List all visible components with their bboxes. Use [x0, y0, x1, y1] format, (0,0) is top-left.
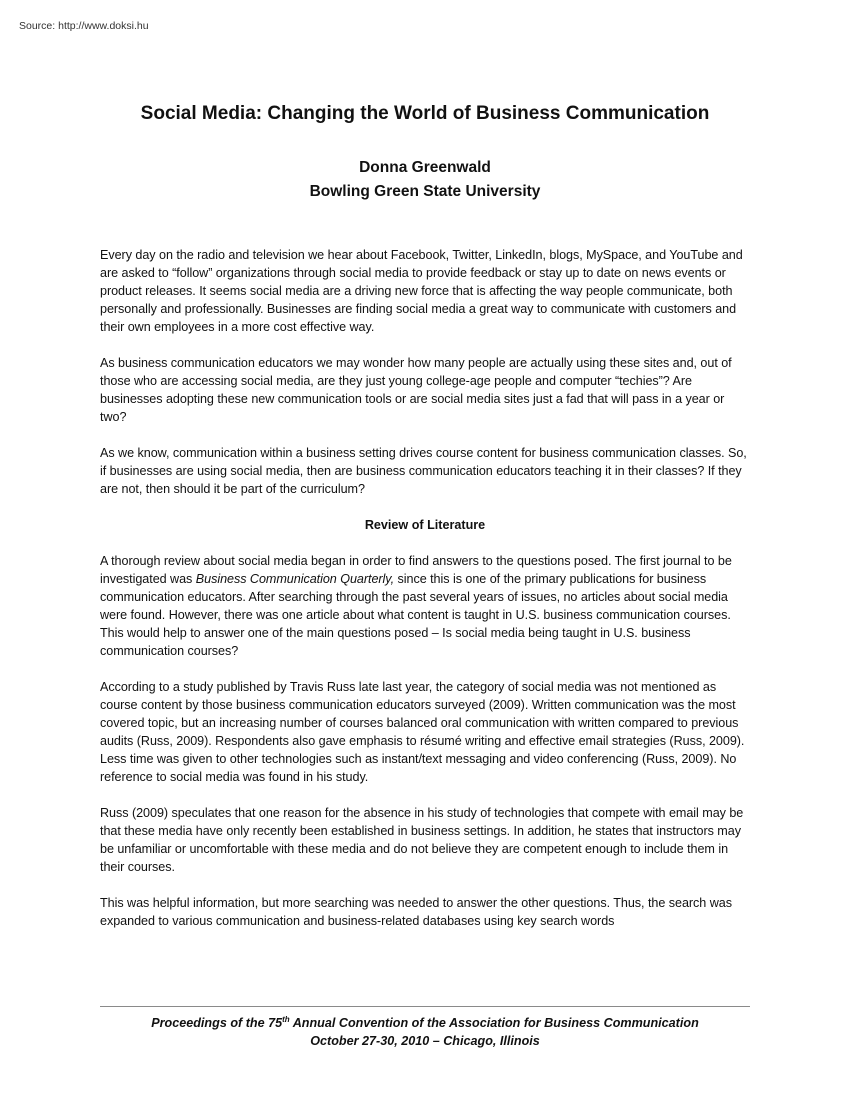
journal-title: Business Communication Quarterly, [195, 572, 395, 586]
author-block [100, 156, 750, 204]
paragraph-4 [100, 552, 750, 660]
footer-line-1 [100, 1014, 750, 1032]
footer-ordinal: th [282, 1014, 290, 1024]
paragraph-6: Russ (2009) speculates that one reason for the absence in his study of technologies that compete with email may be that these media have only recently been established in business settings. In addition, he states that instructors may be unfamiliar or uncomfortable with these media and do not believe they are competent enough to include them in their courses. [100, 806, 744, 874]
source-line: Source: http://www.doksi.hu [19, 20, 149, 32]
paragraph-4-text-a: A thorough review about social media began in order to find answers to the questions posed. The first journal to be investigated was [100, 554, 732, 586]
paragraph-7: This was helpful information, but more searching was needed to answer the other questions. Thus, the search was expanded to various communication and business-related databases using key search words [100, 896, 732, 928]
footer-line-1-post: Annual Convention of the Association for Business Communication [289, 1016, 699, 1030]
paragraph-4-text-b: since this is one of the primary publications for business communication educators. After searching through the past several years of issues, no articles about social media were found. However, there was one article about what content is taught in U.S. business communication courses. This would help to answer one of the main questions posed – Is social media being taught in U.S. business communication courses? [100, 572, 731, 658]
paragraph-2: As business communication educators we may wonder how many people are actually using these sites and, out of those who are accessing social media, are they just young college-age people and computer “techies”? Are businesses adopting these new communication tools or are social media sites just a fad that will pass in a year or two? [100, 356, 732, 424]
document-body [100, 100, 750, 948]
document-title: Social Media: Changing the World of Business Communication [140, 103, 710, 124]
footer-line-2: October 27-30, 2010 – Chicago, Illinois [310, 1034, 540, 1048]
paragraph-3: As we know, communication within a business setting drives course content for business communication classes. So, if businesses are using social media, then are business communication educators teaching it in their classes? If they are not, then should it be part of the curriculum? [100, 446, 747, 496]
footer-divider [100, 1006, 750, 1007]
section-heading-review: Review of Literature [364, 518, 486, 532]
paragraph-1: Every day on the radio and television we hear about Facebook, Twitter, LinkedIn, blogs, MySpace, and YouTube and are asked to “follow” organizations through social media to provide feedback or stay up to date on news events or product releases. It seems social media are a driving new force that is affecting the way people communicate, both personally and professionally. Businesses are finding social media a great way to communicate with customers and their own employees in a more cost effective way. [100, 248, 743, 334]
footer-line-1-pre: Proceedings of the 75 [151, 1016, 283, 1030]
footer [100, 1014, 750, 1050]
author-name: Donna Greenwald [359, 159, 491, 176]
author-affiliation: Bowling Green State University [309, 183, 541, 200]
paragraph-5: According to a study published by Travis Russ late last year, the category of social media was not mentioned as course content by those business communication educators surveyed (2009). Written communication was the most covered topic, but an increasing number of courses balanced oral communication with written compared to previous audits (Russ, 2009). Respondents also gave emphasis to résumé writing and effective email strategies (Russ, 2009). Less time was given to other technologies such as instant/text messaging and video conferencing (Russ, 2009). No reference to social media was found in his study. [100, 680, 745, 784]
